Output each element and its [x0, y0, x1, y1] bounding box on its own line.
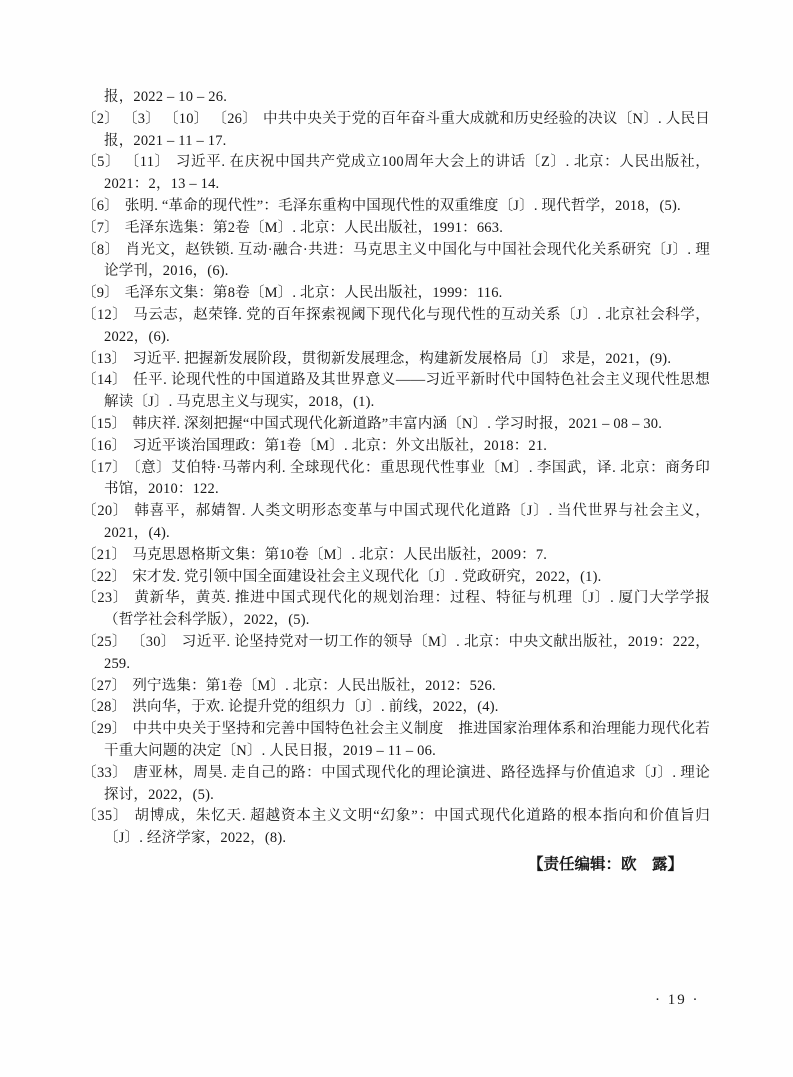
- reference-label: 〔35〕: [82, 808, 129, 825]
- reference-label: 〔17〕: [82, 459, 128, 476]
- reference-item: [82, 196, 710, 218]
- reference-text: 马云志，赵荣锋. 党的百年探索视阈下现代化与现代性的互动关系〔J〕. 北京社会科学，2022，(6).: [104, 306, 710, 345]
- reference-text: 韩庆祥. 深刻把握“中国式现代化新道路”丰富内涵〔N〕. 学习时报，2021 – 08 – 30.: [132, 415, 663, 432]
- reference-label: 〔25〕 〔30〕: [82, 633, 176, 650]
- reference-text: 宋才发. 党引领中国全面建设社会主义现代化〔J〕. 党政研究，2022，(1).: [132, 568, 602, 585]
- reference-item: [82, 152, 710, 196]
- reference-item: [82, 240, 710, 284]
- reference-label: 〔21〕: [82, 546, 127, 563]
- reference-item: [82, 370, 710, 414]
- reference-item: [82, 763, 710, 807]
- reference-item: [82, 697, 710, 719]
- reference-label: 〔16〕: [82, 437, 127, 454]
- reference-text: 中共中央关于党的百年奋斗重大成就和历史经验的决议〔N〕. 人民日报，2021 – 11 – 17.: [104, 110, 710, 149]
- reference-text: 唐亚林，周昊. 走自己的路：中国式现代化的理论演进、路径选择与价值追求〔J〕. 理论探讨，2022，(5).: [104, 764, 710, 803]
- reference-item: [82, 806, 710, 850]
- reference-text: 习近平. 把握新发展阶段，贯彻新发展理念，构建新发展格局〔J〕 求是，2021，(9).: [132, 350, 672, 367]
- reference-label: 〔13〕: [82, 350, 127, 367]
- reference-text: 马克思恩格斯文集：第10卷〔M〕. 北京：人民出版社，2009：7.: [132, 546, 548, 563]
- reference-label: 〔22〕: [82, 568, 127, 585]
- reference-label: 〔7〕: [82, 219, 119, 236]
- reference-item: [82, 588, 710, 632]
- reference-text: 洪向华，于欢. 论提升党的组织力〔J〕. 前线，2022，(4).: [132, 699, 499, 716]
- reference-item: [82, 567, 710, 589]
- reference-item: [82, 218, 710, 240]
- reference-item: [82, 436, 710, 458]
- reference-text: 习近平. 在庆祝中国共产党成立100周年大会上的讲话〔Z〕. 北京：人民出版社，2021：2，13 – 14.: [104, 154, 711, 193]
- reference-list: [82, 87, 710, 850]
- reference-item: [82, 109, 710, 153]
- editor-credit-text: 【责任编辑：欧 露】: [527, 856, 683, 873]
- reference-label: 〔6〕: [82, 197, 119, 214]
- reference-item: [82, 414, 710, 436]
- reference-label: 〔27〕: [82, 677, 127, 694]
- reference-label: 〔15〕: [82, 415, 127, 432]
- reference-label: 〔29〕: [82, 721, 127, 738]
- reference-item: [82, 501, 710, 545]
- editor-credit: [82, 852, 710, 878]
- reference-text: 胡博成，朱忆天. 超越资本主义文明“幻象”：中国式现代化道路的根本指向和价值旨归〔J〕. 经济学家，2022，(8).: [104, 808, 710, 847]
- reference-continuation-line: 报，2022 – 10 – 26.: [104, 89, 228, 105]
- reference-label: 〔28〕: [82, 699, 127, 716]
- reference-label: 〔12〕: [82, 306, 128, 323]
- reference-label: 〔5〕 〔11〕: [82, 154, 170, 171]
- reference-text: 习近平谈治国理政：第1卷〔M〕. 北京：外文出版社，2018：21.: [132, 437, 548, 454]
- reference-text: 毛泽东选集：第2卷〔M〕. 北京：人民出版社，1991：663.: [124, 219, 504, 236]
- reference-label: 〔8〕: [82, 241, 120, 258]
- reference-label: 〔20〕: [82, 503, 129, 520]
- reference-item: [82, 545, 710, 567]
- reference-item: [82, 676, 710, 698]
- reference-text: 黄新华，黄英. 推进中国式现代化的规划治理：过程、特征与机理〔J〕. 厦门大学学报（哲学社会科学版），2022，(5).: [104, 590, 710, 629]
- page-number: · 19 ·: [655, 992, 700, 1008]
- reference-text: 张明. “革命的现代性”：毛泽东重构中国现代性的双重维度〔J〕. 现代哲学，2018，(5).: [124, 197, 681, 214]
- reference-text: 肖光文，赵铁锁. 互动·融合·共进：马克思主义中国化与中国社会现代化关系研究〔J〕. 理论学刊，2016，(6).: [104, 241, 710, 280]
- reference-text: 毛泽东文集：第8卷〔M〕. 北京：人民出版社，1999：116.: [124, 285, 503, 302]
- reference-item: [82, 719, 710, 763]
- reference-text: 中共中央关于坚持和完善中国特色社会主义制度 推进国家治理体系和治理能力现代化若干重大问题的决定〔N〕. 人民日报，2019 – 11 – 06.: [104, 721, 710, 759]
- reference-item: [82, 632, 710, 676]
- reference-text: 列宁选集：第1卷〔M〕. 北京：人民出版社，2012：526.: [132, 677, 496, 694]
- reference-label: 〔9〕: [82, 285, 119, 302]
- reference-item: [82, 349, 710, 371]
- reference-text: 任平. 论现代性的中国道路及其世界意义——习近平新时代中国特色社会主义现代性思想解读〔J〕. 马克思主义与现实，2018，(1).: [104, 372, 710, 411]
- reference-text: 韩喜平，郝婧智. 人类文明形态变革与中国式现代化道路〔J〕. 当代世界与社会主义，2021，(4).: [104, 503, 710, 541]
- reference-item: [82, 458, 710, 502]
- reference-item: [82, 283, 710, 305]
- reference-label: 〔33〕: [82, 764, 128, 781]
- reference-text: 习近平. 论坚持党对一切工作的领导〔M〕. 北京：中央文献出版社，2019：222，259.: [104, 633, 710, 672]
- reference-item: [82, 305, 710, 349]
- reference-label: 〔14〕: [82, 372, 128, 389]
- reference-label: 〔23〕: [82, 590, 129, 607]
- reference-text: 〔意〕艾伯特·马蒂内利. 全球现代化：重思现代性事业〔M〕. 李国武，译. 北京：商务印书馆，2010：122.: [104, 459, 710, 498]
- reference-label: 〔2〕 〔3〕 〔10〕 〔26〕: [82, 110, 257, 127]
